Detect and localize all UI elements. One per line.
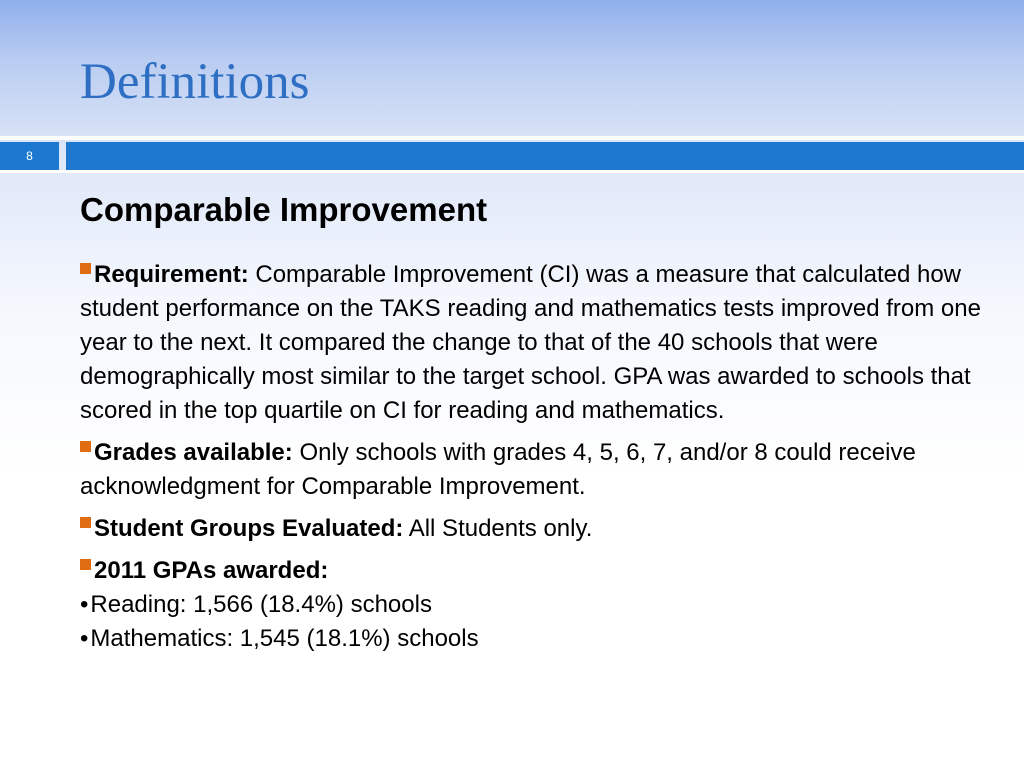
slide-content [80, 258, 992, 656]
dot-bullet-icon: • [80, 591, 89, 618]
bullet-label: Student Groups Evaluated: [94, 515, 404, 542]
slide-subtitle: Comparable Improvement [80, 191, 488, 228]
square-bullet-icon [80, 263, 91, 274]
dot-bullet-icon: • [80, 625, 89, 652]
bullet-text: Comparable Improvement (CI) was a measure that calculated how student performance on the TAKS reading and mathematics tests improved from one year to the next. It compared the change to that of the 40 schools that were demographically most similar to the target school. GPA was awarded to schools that scored in the top quartile on CI for reading and mathematics. [80, 261, 981, 424]
bullet-gpas-awarded [80, 554, 992, 588]
square-bullet-icon [80, 441, 91, 452]
slide-number: 8 [0, 142, 59, 170]
square-bullet-icon [80, 559, 91, 570]
bullet-text: Only schools with grades 4, 5, 6, 7, and/or 8 could receive acknowledgment for Comparable Improvement. [80, 439, 916, 500]
square-bullet-icon [80, 517, 91, 528]
header-divider [0, 136, 1024, 140]
bullet-label: 2011 GPAs awarded: [94, 557, 329, 584]
sub-bullet-reading [80, 588, 992, 622]
bullet-label: Requirement: [94, 261, 249, 288]
header-bar [66, 142, 1024, 170]
sub-bullet-mathematics [80, 622, 992, 656]
slide-title: Definitions [80, 54, 310, 110]
bullet-requirement [80, 258, 992, 428]
bullet-student-groups [80, 512, 992, 546]
bullet-label: Grades available: [94, 439, 293, 466]
sub-bullet-text: Mathematics: 1,545 (18.1%) schools [90, 625, 479, 652]
sub-bullet-text: Reading: 1,566 (18.4%) schools [90, 591, 432, 618]
bullet-text: All Students only. [403, 515, 593, 542]
bullet-grades-available [80, 436, 992, 504]
header-divider-lower [0, 170, 1024, 173]
